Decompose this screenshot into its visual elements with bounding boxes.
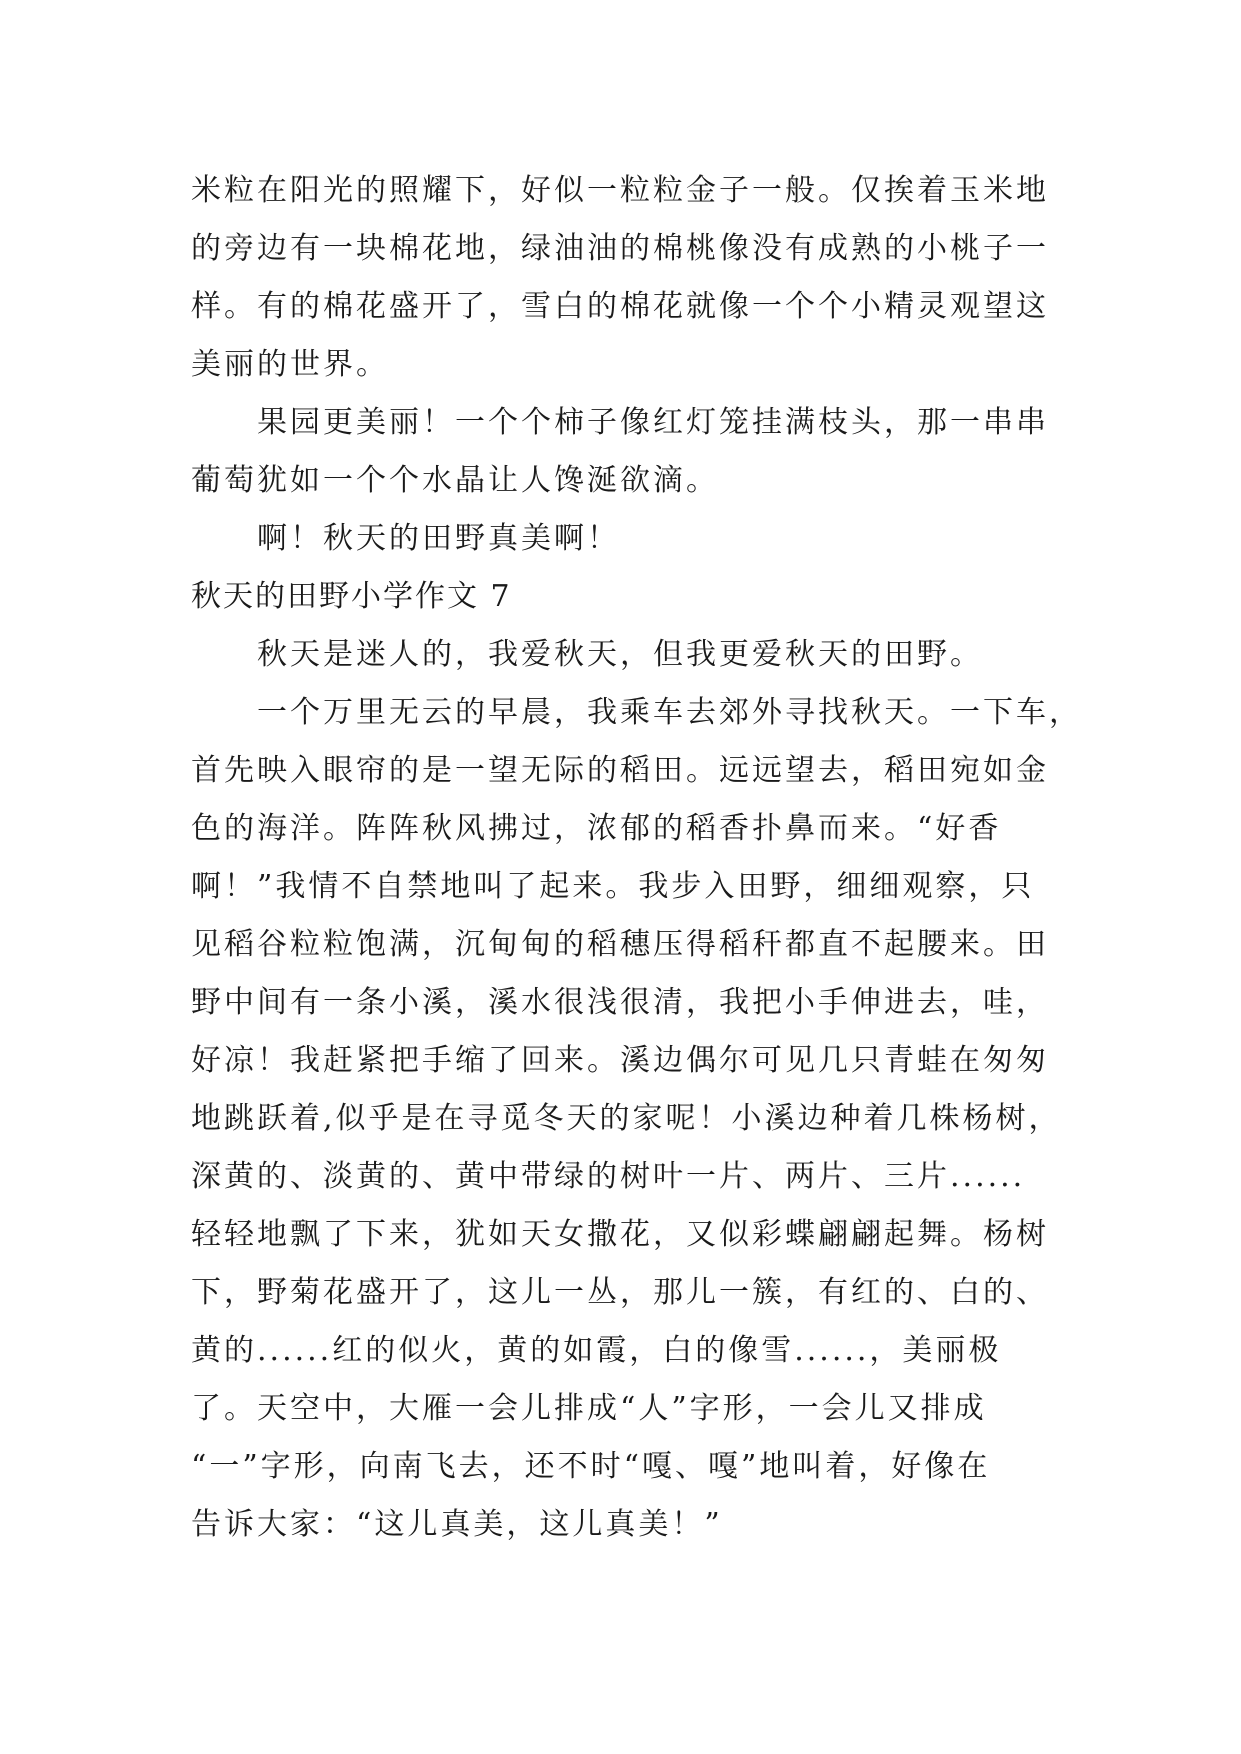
text-line: 告诉大家：“这儿真美，这儿真美！” — [191, 1507, 723, 1542]
text-line: 美丽的世界。 — [191, 347, 389, 382]
text-line: 秋天是迷人的，我爱秋天，但我更爱秋天的田野。 — [257, 637, 983, 672]
text-line: 啊！秋天的田野真美啊！ — [257, 521, 620, 556]
text-line: 葡萄犹如一个个水晶让人馋涎欲滴。 — [191, 463, 719, 498]
text-line: 黄的......红的似火，黄的如霞，白的像雪......，美丽极 — [191, 1333, 1002, 1368]
text-line: 地跳跃着,似乎是在寻觅冬天的家呢！小溪边种着几株杨树， — [191, 1101, 1062, 1136]
text-line: 啊！”我情不自禁地叫了起来。我步入田野，细细观察，只 — [191, 869, 1035, 904]
text-line: 的旁边有一块棉花地，绿油油的棉桃像没有成熟的小桃子一 — [191, 231, 1049, 266]
text-line: 深黄的、淡黄的、黄中带绿的树叶一片、两片、三片...... — [191, 1159, 1026, 1194]
text-line: 米粒在阳光的照耀下，好似一粒粒金子一般。仅挨着玉米地 — [191, 173, 1049, 208]
text-line: 下，野菊花盛开了，这儿一丛，那儿一簇，有红的、白的、 — [191, 1275, 1049, 1310]
document-body — [191, 162, 1082, 1554]
text-line: 一个万里无云的早晨，我乘车去郊外寻找秋天。一下车， — [257, 695, 1082, 730]
text-line: 色的海洋。阵阵秋风拂过，浓郁的稻香扑鼻而来。“好香 — [191, 811, 1002, 846]
text-line: 好凉！我赶紧把手缩了回来。溪边偶尔可见几只青蛙在匆匆 — [191, 1043, 1049, 1078]
text-line: 果园更美丽！一个个柿子像红灯笼挂满枝头，那一串串 — [257, 405, 1049, 440]
text-line: 野中间有一条小溪，溪水很浅很清，我把小手伸进去，哇， — [191, 985, 1049, 1020]
section-heading: 秋天的田野小学作文 7 — [191, 579, 512, 614]
text-line: 见稻谷粒粒饱满，沉甸甸的稻穗压得稻秆都直不起腰来。田 — [191, 927, 1049, 962]
text-line: 了。天空中，大雁一会儿排成“人”字形，一会儿又排成 — [191, 1391, 987, 1426]
text-line: 样。有的棉花盛开了，雪白的棉花就像一个个小精灵观望这 — [191, 289, 1049, 324]
text-line: 轻轻地飘了下来，犹如天女撒花，又似彩蝶翩翩起舞。杨树 — [191, 1217, 1049, 1252]
text-line: 首先映入眼帘的是一望无际的稻田。远远望去，稻田宛如金 — [191, 753, 1049, 788]
text-line: “一”字形，向南飞去，还不时“嘎、嘎”地叫着，好像在 — [191, 1449, 991, 1484]
